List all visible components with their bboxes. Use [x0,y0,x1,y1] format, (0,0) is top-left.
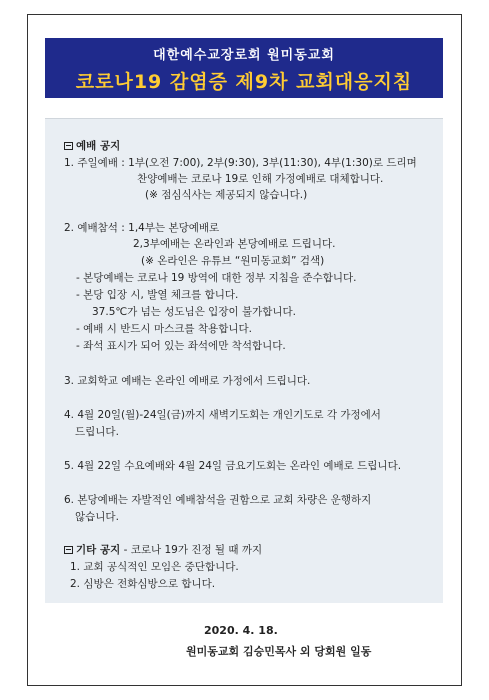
worship-item2-line4: - 본당예배는 코로나 19 방역에 대한 정부 지침을 준수합니다. [76,272,357,284]
worship-item1-line3: (※ 점심식사는 제공되지 않습니다.) [145,189,308,201]
worship-item4-line1: 4. 4월 20일(월)-24일(금)까지 새벽기도회는 개인기도로 각 가정에서 [64,409,381,421]
worship-heading [64,139,120,153]
worship-item2-line5: - 본당 입장 시, 발열 체크를 합니다. [76,289,239,301]
church-name: 대한예수교장로회 원미동교회 [153,48,335,63]
worship-item6-line2: 않습니다. [75,511,119,523]
other-heading [64,543,262,557]
worship-item2-line8: - 좌석 표시가 되어 있는 좌석에만 착석합니다. [76,340,286,352]
other-line2: 2. 심방은 전화심방으로 합니다. [70,578,216,590]
notice-title: 코로나19 감염증 제9차 교회대응지침 [75,71,413,93]
other-heading-suffix: - 코로나 19가 진정 될 때 까지 [120,544,263,556]
worship-item3: 3. 교회학교 예배는 온라인 예배로 가정에서 드립니다. [64,375,311,387]
worship-item1-line1: 1. 주일예배 : 1부(오전 7:00), 2부(9:30), 3부(11:30), 4부(1:30)로 드리며 [64,157,417,169]
worship-item2-line7: - 예배 시 반드시 마스크를 착용합니다. [76,323,252,335]
worship-item1-line2: 찬양예배는 코로나 19로 인해 가정예배로 대체합니다. [137,173,384,185]
worship-item5: 5. 4월 22일 수요예배와 4월 24일 금요기도회는 온라인 예배로 드립니다. [64,460,402,472]
worship-item2-line2: 2,3부예배는 온라인과 본당예배로 드립니다. [133,238,336,250]
worship-item2-line6: 37.5℃가 넘는 성도님은 입장이 불가합니다. [92,306,297,318]
notice-date: 2020. 4. 18. [204,624,278,637]
other-heading-text: 기타 공지 [76,544,121,556]
worship-item4-line2: 드립니다. [75,426,119,438]
notice-signature: 원미동교회 김승민목사 외 당회원 일동 [186,645,372,658]
worship-item2-line1: 2. 예배참석 : 1,4부는 본당예배로 [64,222,220,234]
other-line1: 1. 교회 공식적인 모임은 중단합니다. [70,561,239,573]
checkbox-icon [64,546,73,554]
title-banner [45,38,443,98]
checkbox-icon [64,142,73,150]
worship-heading-text: 예배 공지 [76,140,121,152]
worship-item6-line1: 6. 본당예배는 자발적인 예배참석을 권함으로 교회 차량은 운행하지 [64,494,372,506]
worship-item2-line3: (※ 온라인은 유튜브 “원미동교회” 검색) [141,255,325,267]
